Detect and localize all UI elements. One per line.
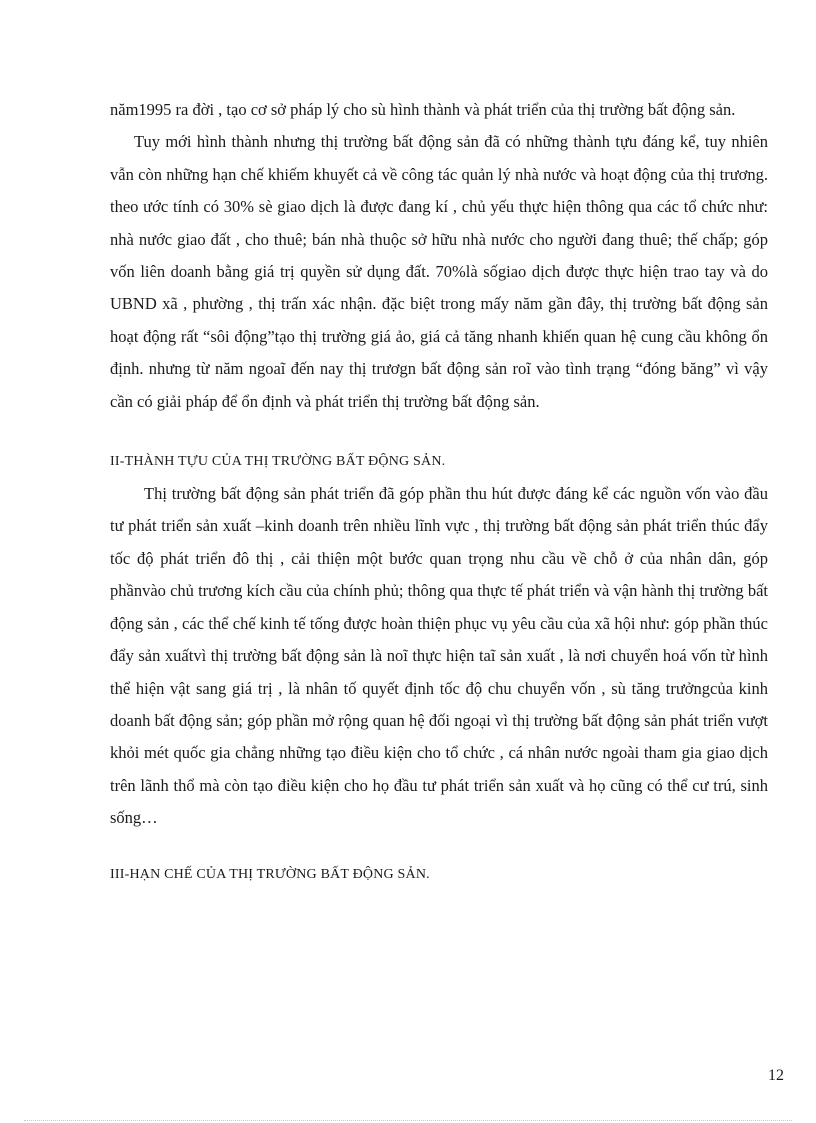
page-number: 12 xyxy=(768,1067,784,1084)
paragraph-continuation: năm1995 ra đời , tạo cơ sở pháp lý cho sù hình thành và phát triển của thị trường bất động sản. xyxy=(110,100,736,119)
spacer xyxy=(110,835,768,859)
section-heading-limitations: III-HẠN CHẾ CỦA THỊ TRƯỜNG BẤT ĐỘNG SẢN. xyxy=(110,866,430,882)
section-heading-achievements: II-THÀNH TỰU CỦA THỊ TRƯỜNG BẤT ĐỘNG SẢN. xyxy=(110,454,446,470)
paragraph-overview: Tuy mới hình thành nhưng thị trường bất động sản đã có những thành tựu đáng kể, tuy nhiên vẫn còn những hạn chế khiếm khuyết cả về công tác quản lý nhà nước và hoạt động của thị trương. theo ước tính có 30% sè giao dịch là được đang kí , chủ yếu thực hiện thông qua các tổ chức như: nhà nước giao đất , cho thuê; bán nhà thuộc sở hữu nhà nước cho người đang thuê; thế chấp; góp vốn liên doanh bằng giá trị quyền sử dụng đất. 70%là sốgiao dịch được thực hiện trao tay và do UBND xã , phường , thị trấn xác nhận. đặc biệt trong mấy năm gần đây, thị trường bất động sản hoạt động rất “sôi động”tạo thị trường giá ảo, giá cả tăng nhanh khiến quan hệ cung cầu không ổn định. nhưng từ năm ngoaĩ đến nay thị trươgn bất động sản roĩ vào tình trạng “đóng băng” vì vậy cần có giải pháp để ổn định và phát triển thị trường bất động sản. xyxy=(110,132,768,411)
page-bottom-divider xyxy=(24,1120,792,1121)
paragraph-achievements: Thị trường bất động sản phát triển đã góp phần thu hút được đáng kể các nguồn vốn vào đầu tư phát triển sản xuất –kinh doanh trên nhiều lĩnh vực , thị trường bất động sản phát triển thúc đẩy tốc độ phát triển đô thị , cải thiện một bước quan trọng nhu cầu về chỗ ở của nhân dân, góp phầnvào chủ trương kích cầu của chính phủ; thông qua thực tế phát triển và vận hành thị trường bất động sản , các thể chế kinh tế tống được hoàn thiện phục vụ yêu cầu của xã hội như: góp phần thúc đẩy sản xuấtvì thị trường bất động sản là noĩ thực hiện taĩ sản xuất , là nơi chuyển hoá vốn từ hình thể hiện vật sang giá trị , là nhân tố quyết định tốc độ chu chuyển vốn , sù tăng trưởngcủa kinh doanh bất động sản; góp phần mở rộng quan hệ đối ngoại vì thị trường bất động sản phát triển vượt khỏi mét quốc gia chẳng những tạo điều kiện cho tổ chức , cá nhân nước ngoài tham gia giao dịch trên lãnh thổ mà còn tạo điều kiện cho họ đầu tư phát triển sản xuất và họ cũng có thể cư trú, sinh sống… xyxy=(110,484,768,828)
document-body xyxy=(110,94,768,891)
spacer xyxy=(110,418,768,446)
